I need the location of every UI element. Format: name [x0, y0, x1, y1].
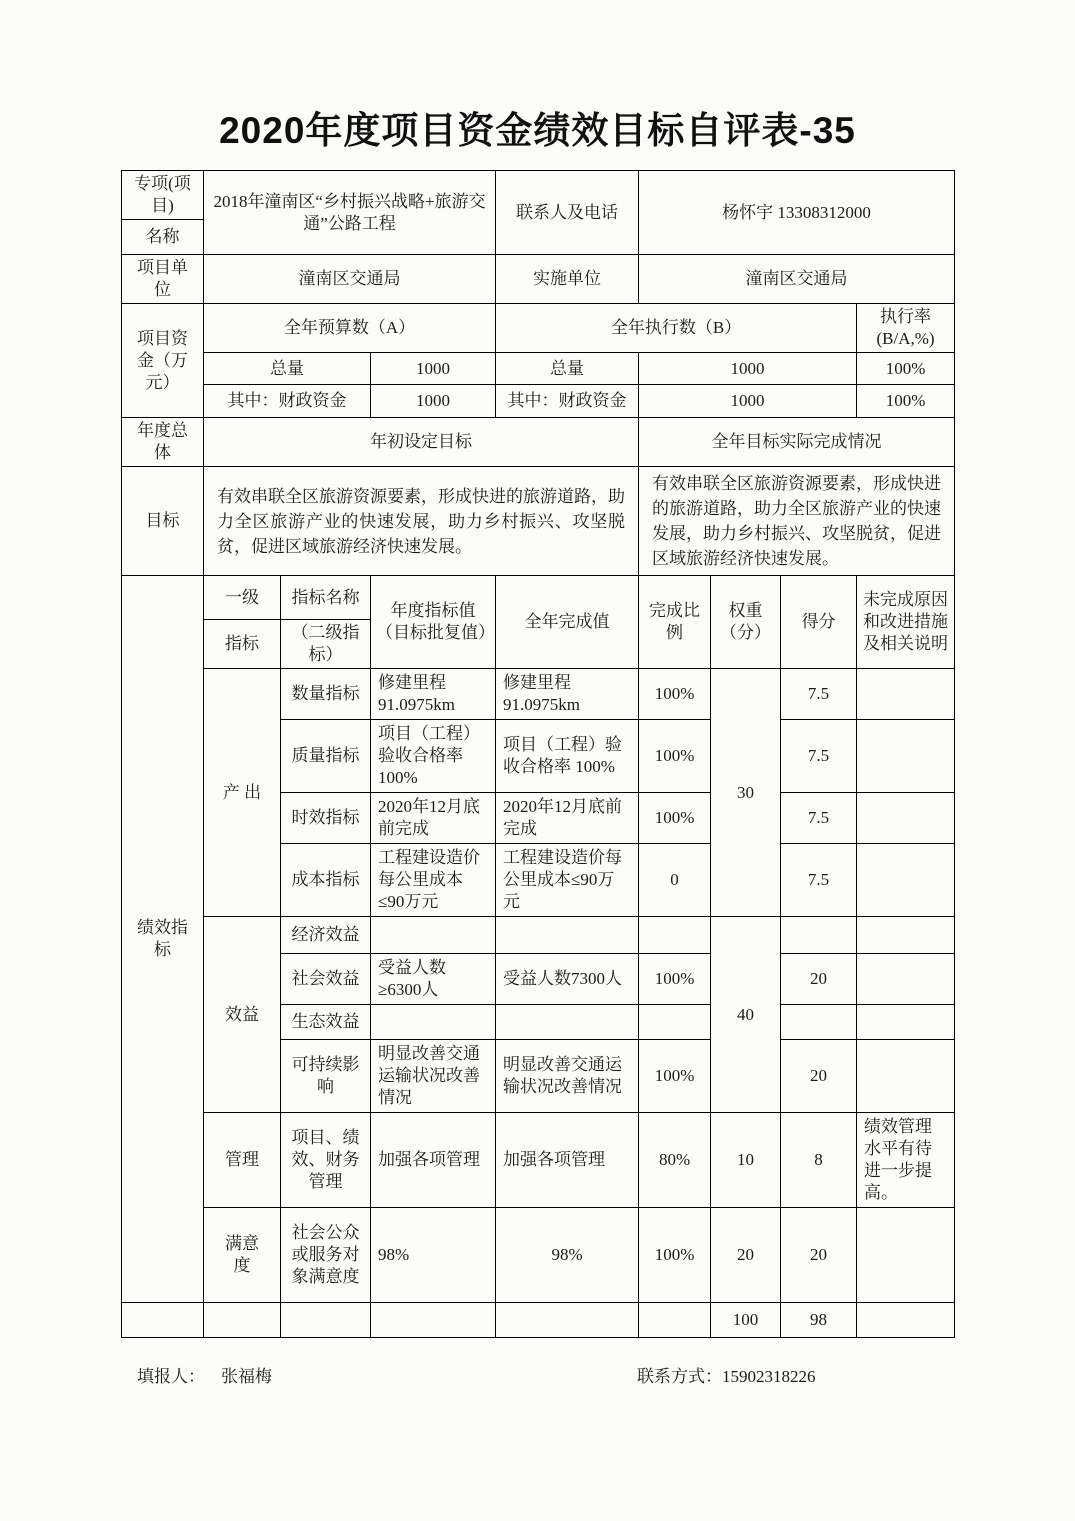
budget-fiscal-label-cell: 其中：财政资金: [204, 385, 371, 418]
contact-label-cell: 联系人及电话: [496, 171, 639, 255]
actual-value-cell: [496, 1005, 639, 1040]
self-evaluation-table: [121, 170, 955, 1338]
target-header-cell: 年度指标值（目标批复值）: [371, 576, 496, 669]
actual-header-cell: 全年目标实际完成情况: [639, 418, 955, 467]
document-sheet: [121, 0, 954, 1388]
budget-fiscal-value-cell: 1000: [371, 385, 496, 418]
weight-benefit-cell: 40: [711, 917, 781, 1113]
score-cell: 8: [781, 1113, 857, 1208]
indicator-row-economic: [122, 917, 955, 954]
ratio-cell: 100%: [639, 954, 711, 1005]
project-label-bottom-cell: 名称: [122, 220, 204, 255]
remark-header-cell: 未完成原因和改进措施及相关说明: [857, 576, 955, 669]
budget-total-value-cell: 1000: [371, 353, 496, 385]
ratio-cell: 100%: [639, 720, 711, 793]
exec-total-value-cell: 1000: [639, 353, 857, 385]
rate-fiscal-value-cell: 100%: [857, 385, 955, 418]
target-value-cell: 工程建设造价每公里成本≤90万元: [371, 844, 496, 917]
annual-goal-label-bottom-cell: 目标: [122, 467, 204, 576]
ratio-cell: 100%: [639, 793, 711, 844]
budget-total-label-cell: 总量: [204, 353, 371, 385]
indicator-row-satisfaction: [122, 1208, 955, 1303]
project-label-top-cell: 专项(项目): [122, 171, 204, 220]
actual-value-cell: 修建里程91.0975km: [496, 669, 639, 720]
score-cell: 7.5: [781, 793, 857, 844]
remark-cell: 绩效管理水平有待进一步提高。: [857, 1113, 955, 1208]
weight-satisfaction-cell: 20: [711, 1208, 781, 1303]
plan-header-cell: 年初设定目标: [204, 418, 639, 467]
exec-total-label-cell: 总量: [496, 353, 639, 385]
contact-block: [637, 1362, 816, 1387]
impl-label-cell: 实施单位: [496, 255, 639, 304]
target-value-cell: 98%: [371, 1208, 496, 1303]
ratio-header-cell: 完成比例: [639, 576, 711, 669]
budget-header-cell: 全年预算数（A）: [204, 304, 496, 353]
indicator-name-cell: 可持续影响: [281, 1040, 371, 1113]
remark-cell: [857, 954, 955, 1005]
empty-cell: [204, 1303, 281, 1338]
contact-method-label: 联系方式：: [637, 1367, 722, 1386]
actual-value-cell: 项目（工程）验收合格率 100%: [496, 720, 639, 793]
indicator-name-cell: 数量指标: [281, 669, 371, 720]
remark-cell: [857, 917, 955, 954]
contact-value-cell: 杨怀宇 13308312000: [639, 171, 955, 255]
score-cell: 7.5: [781, 720, 857, 793]
funds-header-row: [122, 304, 955, 353]
annual-goal-label-top-cell: 年度总体: [122, 418, 204, 467]
actual-value-cell: 受益人数7300人: [496, 954, 639, 1005]
target-value-cell: 2020年12月底前完成: [371, 793, 496, 844]
empty-cell: [122, 1303, 204, 1338]
indicator-section-label-cell: 绩效指标: [122, 576, 204, 1303]
weight-management-cell: 10: [711, 1113, 781, 1208]
empty-cell: [857, 1303, 955, 1338]
indicator-name-cell: 经济效益: [281, 917, 371, 954]
indicator-row-quantity: [122, 669, 955, 720]
group-benefit-cell: 效益: [204, 917, 281, 1113]
group-output-cell: 产 出: [204, 669, 281, 917]
score-cell: 20: [781, 954, 857, 1005]
filler-label: 填报人：: [137, 1367, 205, 1386]
filler-name: 张福梅: [221, 1367, 272, 1386]
actual-value-cell: 工程建设造价每公里成本≤90万元: [496, 844, 639, 917]
ratio-cell: 100%: [639, 1040, 711, 1113]
unit-label-cell: 项目单位: [122, 255, 204, 304]
empty-cell: [281, 1303, 371, 1338]
empty-cell: [496, 1303, 639, 1338]
target-value-cell: [371, 917, 496, 954]
ratio-cell: 0: [639, 844, 711, 917]
actual-value-cell: 2020年12月底前完成: [496, 793, 639, 844]
name-header-top-cell: 指标名称: [281, 576, 371, 620]
score-cell: 7.5: [781, 669, 857, 720]
unit-row: [122, 255, 955, 304]
contact-method-value: 15902318226: [722, 1367, 816, 1386]
target-value-cell: 明显改善交通运输状况改善情况: [371, 1040, 496, 1113]
remark-cell: [857, 793, 955, 844]
total-score-cell: 98: [781, 1303, 857, 1338]
project-name-row: [122, 171, 955, 220]
footer: [121, 1362, 954, 1388]
indicator-name-cell: 社会效益: [281, 954, 371, 1005]
ratio-cell: 80%: [639, 1113, 711, 1208]
exec-fiscal-value-cell: 1000: [639, 385, 857, 418]
score-header-cell: 得分: [781, 576, 857, 669]
indicator-name-cell: 项目、绩效、财务管理: [281, 1113, 371, 1208]
remark-cell: [857, 844, 955, 917]
level1-header-bottom-cell: 指标: [204, 620, 281, 669]
impl-value-cell: 潼南区交通局: [639, 255, 955, 304]
total-row: [122, 1303, 955, 1338]
indicator-name-cell: 时效指标: [281, 793, 371, 844]
remark-cell: [857, 1005, 955, 1040]
funds-fiscal-row: [122, 385, 955, 418]
indicator-name-cell: 质量指标: [281, 720, 371, 793]
target-value-cell: 受益人数≥6300人: [371, 954, 496, 1005]
weight-header-cell: 权重（分）: [711, 576, 781, 669]
indicator-name-cell: 成本指标: [281, 844, 371, 917]
remark-cell: [857, 720, 955, 793]
actual-text-cell: 有效串联全区旅游资源要素，形成快进的旅游道路，助力全区旅游产业的快速发展，助力乡村振兴、攻坚脱贫，促进区域旅游经济快速发展。: [639, 467, 955, 576]
funds-total-row: [122, 353, 955, 385]
target-value-cell: 修建里程91.0975km: [371, 669, 496, 720]
annual-goal-text-row: [122, 467, 955, 576]
empty-cell: [371, 1303, 496, 1338]
indicator-name-cell: 生态效益: [281, 1005, 371, 1040]
remark-cell: [857, 1040, 955, 1113]
score-cell: 20: [781, 1208, 857, 1303]
group-satisfaction-cell: 满意度: [204, 1208, 281, 1303]
ratio-cell: [639, 1005, 711, 1040]
indicator-name-cell: 社会公众或服务对象满意度: [281, 1208, 371, 1303]
weight-output-cell: 30: [711, 669, 781, 917]
actual-value-cell: 98%: [496, 1208, 639, 1303]
actual-value-cell: 加强各项管理: [496, 1113, 639, 1208]
total-weight-cell: 100: [711, 1303, 781, 1338]
rate-header-cell: 执行率(B/A,%): [857, 304, 955, 353]
project-name-cell: 2018年潼南区“乡村振兴战略+旅游交通”公路工程: [204, 171, 496, 255]
score-cell: 7.5: [781, 844, 857, 917]
indicator-row-management: [122, 1113, 955, 1208]
indicator-header-row-1: [122, 576, 955, 620]
remark-cell: [857, 669, 955, 720]
level1-header-top-cell: 一级: [204, 576, 281, 620]
empty-cell: [639, 1303, 711, 1338]
remark-cell: [857, 1208, 955, 1303]
actual-value-cell: 明显改善交通运输状况改善情况: [496, 1040, 639, 1113]
unit-value-cell: 潼南区交通局: [204, 255, 496, 304]
name-header-bottom-cell: （二级指标）: [281, 620, 371, 669]
annual-goal-header-row: [122, 418, 955, 467]
plan-text-cell: 有效串联全区旅游资源要素，形成快进的旅游道路，助力全区旅游产业的快速发展，助力乡村振兴、攻坚脱贫，促进区域旅游经济快速发展。: [204, 467, 639, 576]
actual-value-header-cell: 全年完成值: [496, 576, 639, 669]
rate-total-value-cell: 100%: [857, 353, 955, 385]
score-cell: [781, 917, 857, 954]
actual-value-cell: [496, 917, 639, 954]
ratio-cell: [639, 917, 711, 954]
target-value-cell: 加强各项管理: [371, 1113, 496, 1208]
target-value-cell: 项目（工程）验收合格率100%: [371, 720, 496, 793]
exec-fiscal-label-cell: 其中：财政资金: [496, 385, 639, 418]
target-value-cell: [371, 1005, 496, 1040]
score-cell: [781, 1005, 857, 1040]
group-management-cell: 管理: [204, 1113, 281, 1208]
ratio-cell: 100%: [639, 669, 711, 720]
ratio-cell: 100%: [639, 1208, 711, 1303]
filler-block: [137, 1362, 272, 1387]
score-cell: 20: [781, 1040, 857, 1113]
exec-header-cell: 全年执行数（B）: [496, 304, 857, 353]
funds-label-cell: 项目资金（万元）: [122, 304, 204, 418]
page-title: 2020年度项目资金绩效目标自评表-35: [219, 110, 856, 151]
